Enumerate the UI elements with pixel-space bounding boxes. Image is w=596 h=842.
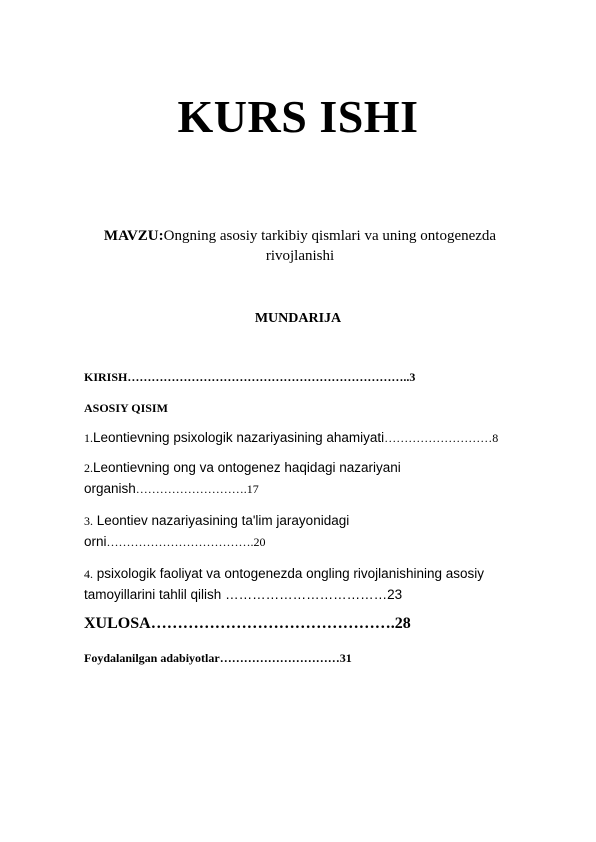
- toc-entry-page: 28: [394, 615, 411, 632]
- toc-entry-label: Leontievning ong va ontogenez haqidagi nazariyani: [93, 460, 401, 475]
- toc-section-label: ASOSIY QISIM: [84, 401, 168, 415]
- toc-entry-number: 1.: [84, 431, 93, 445]
- toc-entry-xulosa: [84, 615, 411, 633]
- toc-entry-3-cont: [84, 533, 266, 551]
- toc-entry-label: Foydalanilgan adabiyotlar: [84, 651, 220, 665]
- toc-entry-dots: …………………………: [219, 651, 340, 665]
- document-title: KURS ISHI: [177, 91, 419, 142]
- toc-entry-number: 2.: [84, 461, 93, 475]
- toc-entry-label: psixologik faoliyat va ontogenezda ongling rivojlanishining asosiy: [93, 566, 484, 581]
- toc-entry-4-cont: [84, 586, 402, 604]
- topic-label: MAVZU:: [103, 228, 164, 244]
- toc-entry-page: 17: [246, 482, 259, 496]
- toc-entry-label: Leontievning psixologik nazariyasining ahamiyati: [93, 430, 385, 445]
- toc-entry-label: organish: [84, 481, 136, 496]
- toc-entry-dots: ………………………: [384, 431, 493, 445]
- toc-entry-kirish: [84, 370, 415, 385]
- toc-entry-2: [84, 459, 401, 477]
- toc-entry-page: 23: [387, 587, 403, 602]
- toc-entry-number: 4.: [84, 567, 93, 581]
- toc-entry-1: [84, 429, 498, 447]
- toc-entry-adabiyotlar: [84, 651, 352, 666]
- toc-entry-dots: ……………………………………….: [150, 615, 395, 632]
- toc-entry-page: 31: [339, 651, 352, 665]
- toc-entry-label: tamoyillarini tahlil qilish: [84, 587, 222, 602]
- topic-text: Ongning asosiy tarkibiy qismlari va uning ontogenezda rivojlanishi: [163, 228, 497, 264]
- toc-entry-page: 20: [253, 535, 266, 549]
- topic: [90, 226, 510, 266]
- toc-entry-page: 3: [409, 370, 416, 384]
- toc-entry-2-cont: [84, 480, 259, 498]
- toc-title: MUNDARIJA: [254, 311, 342, 326]
- toc-entry-label: XULOSA: [84, 615, 151, 632]
- toc-entry-3: [84, 512, 349, 530]
- toc-entry-dots: ……………………………………………………………..: [127, 370, 410, 384]
- toc-entry-label: KIRISH: [84, 370, 128, 384]
- toc-entry-dots: ……………………………….: [106, 535, 254, 549]
- toc-entry-label: Leontiev nazariyasining ta'lim jarayonidagi: [93, 513, 350, 528]
- toc-entry-label: orni: [84, 534, 107, 549]
- toc-entry-page: 8: [492, 431, 499, 445]
- toc-entry-number: 3.: [84, 514, 93, 528]
- toc-entry-dots: ………………………………: [221, 587, 388, 602]
- toc-entry-dots: ……………………….: [135, 482, 247, 496]
- toc-entry-4: [84, 565, 484, 583]
- toc-section-asosiy: [84, 401, 168, 416]
